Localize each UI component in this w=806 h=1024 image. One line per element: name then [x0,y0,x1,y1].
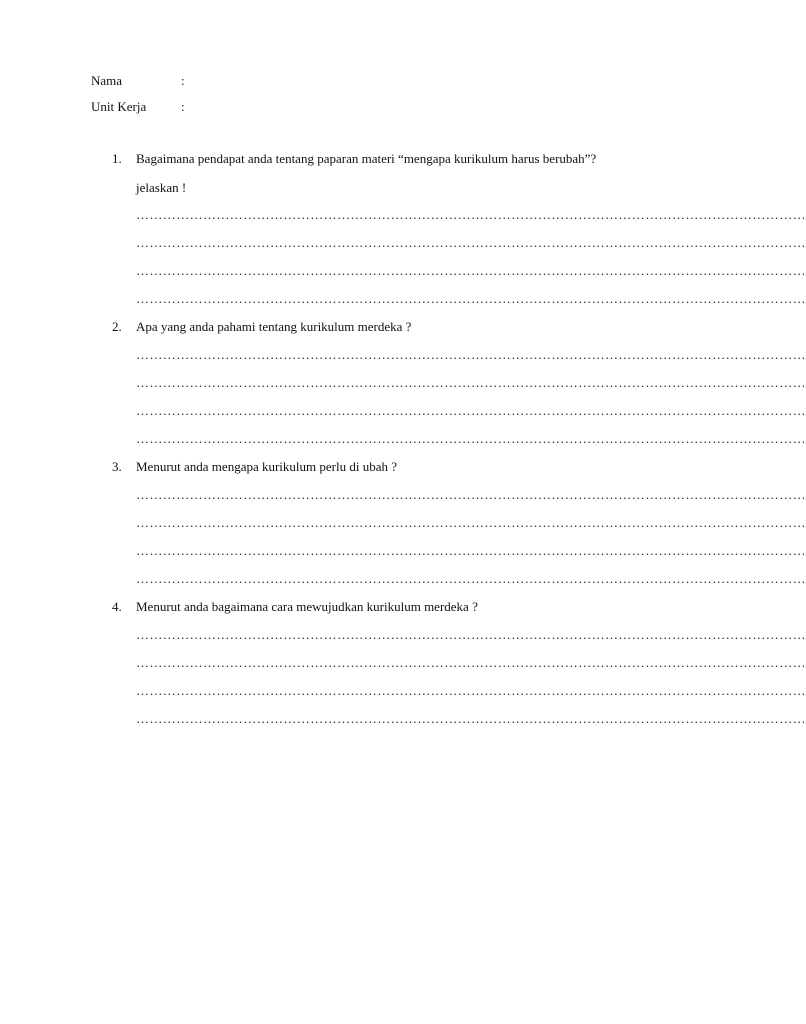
answer-line[interactable]: …………………………………………………………………………………………………………………………………… [136,347,806,362]
question-1-continuation [112,179,682,197]
unit-kerja-colon: : [181,99,185,114]
question-4-number: 4. [112,599,122,614]
answer-line[interactable]: …………………………………………………………………………………………………………………………………… [136,291,806,306]
answer-line[interactable]: …………………………………………………………………………………………………………………………………… [136,207,806,222]
answer-line[interactable]: …………………………………………………………………………………………………………………………………… [136,235,806,250]
question-3-line [112,458,682,476]
answer-line[interactable]: …………………………………………………………………………………………………………………………………… [136,487,806,502]
answer-line[interactable]: …………………………………………………………………………………………………………………………………… [136,683,806,698]
answer-line[interactable]: …………………………………………………………………………………………………………………………………… [136,571,806,586]
question-1 [112,150,682,168]
answer-line[interactable]: …………………………………………………………………………………………………………………………………… [136,515,806,530]
question-1-number: 1. [112,151,122,166]
name-field-row [91,72,185,90]
question-3 [112,458,682,476]
question-2-line [112,318,682,336]
unit-kerja-field-row [91,98,185,116]
answer-line[interactable]: …………………………………………………………………………………………………………………………………… [136,431,806,446]
name-label: Nama [91,73,123,88]
question-3-number: 3. [112,459,122,474]
name-colon: : [181,73,185,88]
answer-line[interactable]: …………………………………………………………………………………………………………………………………… [136,375,806,390]
answer-line[interactable]: …………………………………………………………………………………………………………………………………… [136,543,806,558]
answer-line[interactable]: …………………………………………………………………………………………………………………………………… [136,627,806,642]
question-1-continuation-line [112,179,682,197]
question-1-text: Bagaimana pendapat anda tentang paparan materi “mengapa kurikulum harus berubah”? [136,151,597,166]
answer-line[interactable]: …………………………………………………………………………………………………………………………………… [136,403,806,418]
question-2-text: Apa yang anda pahami tentang kurikulum merdeka ? [136,319,412,334]
unit-kerja-label: Unit Kerja [91,99,147,114]
question-3-text: Menurut anda mengapa kurikulum perlu di ubah ? [136,459,398,474]
question-4 [112,598,682,616]
answer-line[interactable]: …………………………………………………………………………………………………………………………………… [136,655,806,670]
question-2-number: 2. [112,319,122,334]
question-1-text-continued: jelaskan ! [136,180,187,195]
question-2 [112,318,682,336]
answer-line[interactable]: …………………………………………………………………………………………………………………………………… [136,711,806,726]
question-4-line [112,598,682,616]
question-4-text: Menurut anda bagaimana cara mewujudkan kurikulum merdeka ? [136,599,478,614]
question-1-line [112,150,682,168]
answer-line[interactable]: …………………………………………………………………………………………………………………………………… [136,263,806,278]
